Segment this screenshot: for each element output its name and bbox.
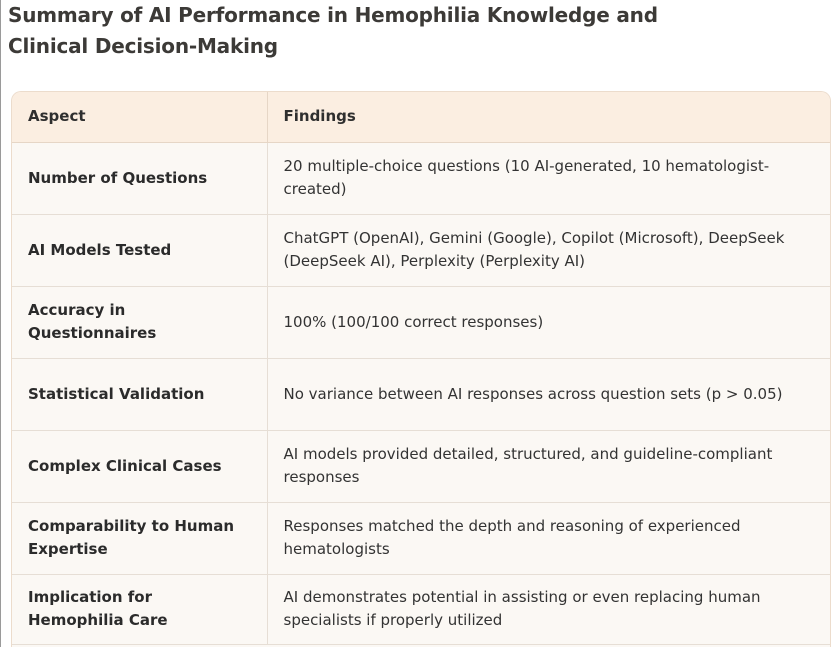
header-aspect: Aspect bbox=[12, 92, 267, 142]
table-row bbox=[12, 430, 830, 502]
aspect-cell: Implication for Hemophilia Care bbox=[12, 574, 267, 644]
table-header bbox=[12, 92, 830, 142]
finding-cell: AI models provided detailed, structured, and guideline-compliant responses bbox=[267, 430, 830, 502]
aspect-cell: Number of Questions bbox=[12, 142, 267, 214]
table-header-row bbox=[12, 92, 830, 142]
summary-table bbox=[12, 92, 830, 645]
table-row bbox=[12, 358, 830, 430]
aspect-cell: AI Models Tested bbox=[12, 214, 267, 286]
aspect-cell: Statistical Validation bbox=[12, 358, 267, 430]
page-title: Summary of AI Performance in Hemophilia Knowledge and Clinical Decision-Making bbox=[8, 3, 658, 58]
finding-cell: 100% (100/100 correct responses) bbox=[267, 286, 830, 358]
table-row bbox=[12, 502, 830, 574]
summary-table-container bbox=[11, 91, 831, 647]
finding-cell: Responses matched the depth and reasoning of experienced hematologists bbox=[267, 502, 830, 574]
finding-cell: AI demonstrates potential in assisting or even replacing human specialists if properly utilized bbox=[267, 574, 830, 644]
table-row bbox=[12, 142, 830, 214]
header-findings: Findings bbox=[267, 92, 830, 142]
table-row bbox=[12, 286, 830, 358]
aspect-cell: Comparability to Human Expertise bbox=[12, 502, 267, 574]
aspect-cell: Complex Clinical Cases bbox=[12, 430, 267, 502]
finding-cell: No variance between AI responses across question sets (p > 0.05) bbox=[267, 358, 830, 430]
table-body bbox=[12, 142, 830, 644]
table-row bbox=[12, 214, 830, 286]
aspect-cell: Accuracy in Questionnaires bbox=[12, 286, 267, 358]
table-row bbox=[12, 574, 830, 644]
finding-cell: 20 multiple-choice questions (10 AI-generated, 10 hematologist-created) bbox=[267, 142, 830, 214]
finding-cell: ChatGPT (OpenAI), Gemini (Google), Copilot (Microsoft), DeepSeek (DeepSeek AI), Perplexity (Perplexity AI) bbox=[267, 214, 830, 286]
